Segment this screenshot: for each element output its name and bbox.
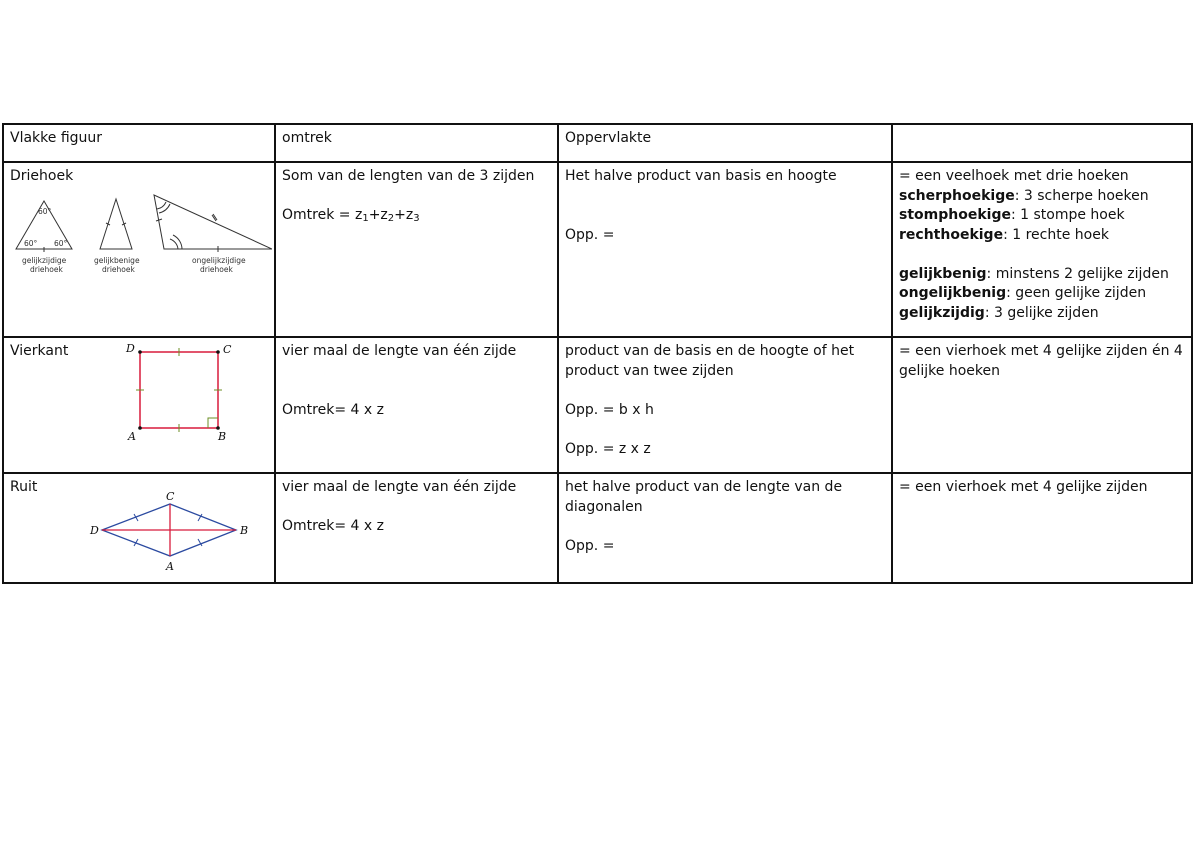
vertex-label-a: A xyxy=(128,430,136,443)
desc-item: rechthoekige: 1 rechte hoek xyxy=(899,226,1109,243)
shape-name-ruit: Ruit xyxy=(10,479,38,495)
cell-driehoek-omtrek xyxy=(275,162,558,337)
shapes-table xyxy=(2,123,1193,584)
vertex-label-c: C xyxy=(166,490,175,503)
shape-name-vierkant: Vierkant xyxy=(10,343,69,359)
rhombus-figure xyxy=(74,488,264,572)
vertex-label-b: B xyxy=(240,524,249,537)
opp-text-driehoek: Het halve product van basis en hoogte xyxy=(565,168,837,184)
vertex-label-a: A xyxy=(166,560,174,572)
opp-text-vierkant: product van de basis en de hoogte of het product van twee zijden xyxy=(565,343,855,379)
vertex-label-b: B xyxy=(218,430,227,443)
header-omtrek: omtrek xyxy=(275,124,558,162)
cell-driehoek-figure xyxy=(3,162,275,337)
table-row-driehoek xyxy=(3,162,1192,337)
opp-formula-vierkant-2: Opp. = z x z xyxy=(565,440,651,457)
opp-formula-ruit: Opp. = xyxy=(565,537,615,554)
desc-item: gelijkzijdig: 3 gelijke zijden xyxy=(899,304,1099,321)
header-empty xyxy=(892,124,1192,162)
triangle-label-2b: driehoek xyxy=(102,264,135,274)
desc-ruit: = een vierhoek met 4 gelijke zijden xyxy=(899,479,1148,495)
scalene-triangle xyxy=(154,195,272,249)
cell-vierkant-omtrek xyxy=(275,337,558,473)
angle-label-3: 60° xyxy=(54,238,68,248)
header-vlakke-figuur: Vlakke figuur xyxy=(3,124,275,162)
triangle-label-3b: driehoek xyxy=(200,264,233,274)
desc-vierkant: = een vierhoek met 4 gelijke zijden én 4 gelijke hoeken xyxy=(899,343,1183,379)
opp-formula-driehoek: Opp. = xyxy=(565,226,615,243)
vertex-label-d: D xyxy=(90,524,99,537)
cell-ruit-description xyxy=(892,473,1192,583)
omtrek-formula-vierkant: Omtrek= 4 x z xyxy=(282,401,384,418)
desc-item: stomphoekige: 1 stompe hoek xyxy=(899,207,1125,223)
angle-label-2: 60° xyxy=(24,238,38,248)
desc-item: gelijkbenig: minstens 2 gelijke zijden xyxy=(899,265,1169,282)
cell-vierkant-figure xyxy=(3,337,275,473)
cell-ruit-omtrek xyxy=(275,473,558,583)
cell-driehoek-oppervlakte xyxy=(558,162,892,337)
omtrek-text-ruit: vier maal de lengte van één zijde xyxy=(282,479,517,495)
omtrek-formula-ruit: Omtrek= 4 x z xyxy=(282,518,384,534)
desc-item: ongelijkbenig: geen gelijke zijden xyxy=(899,285,1147,301)
triangle-label-2a: gelijkbenige xyxy=(94,255,140,265)
desc-driehoek-intro: = een veelhoek met drie hoeken xyxy=(899,168,1129,184)
triangle-label-3a: ongelijkzijdige xyxy=(192,255,246,265)
cell-vierkant-description xyxy=(892,337,1192,473)
isosceles-triangle xyxy=(100,199,132,249)
angle-label-1: 60° xyxy=(38,206,52,216)
triangle-label-1a: gelijkzijdige xyxy=(22,255,67,265)
triangles-figure xyxy=(10,187,272,282)
vertex-label-c: C xyxy=(223,344,232,356)
opp-text-ruit: het halve product van de lengte van de diagonalen xyxy=(565,479,843,515)
header-row xyxy=(3,124,1192,162)
shape-name-driehoek: Driehoek xyxy=(10,168,74,184)
omtrek-text-driehoek: Som van de lengten van de 3 zijden xyxy=(282,168,535,184)
omtrek-formula-driehoek: Omtrek = $z_1+z_2+z_3$ xyxy=(282,207,420,224)
table-row-ruit xyxy=(3,473,1192,583)
desc-item: scherphoekige: 3 scherpe hoeken xyxy=(899,187,1149,204)
omtrek-text-vierkant: vier maal de lengte van één zijde xyxy=(282,343,517,359)
square-figure xyxy=(122,344,242,454)
triangle-label-1b: driehoek xyxy=(30,264,63,274)
cell-ruit-figure xyxy=(3,473,275,583)
header-oppervlakte: Oppervlakte xyxy=(558,124,892,162)
vertex-label-d: D xyxy=(126,344,135,355)
cell-vierkant-oppervlakte xyxy=(558,337,892,473)
opp-formula-vierkant-1: Opp. = b x h xyxy=(565,401,654,418)
cell-driehoek-description xyxy=(892,162,1192,337)
cell-ruit-oppervlakte xyxy=(558,473,892,583)
table-row-vierkant xyxy=(3,337,1192,473)
